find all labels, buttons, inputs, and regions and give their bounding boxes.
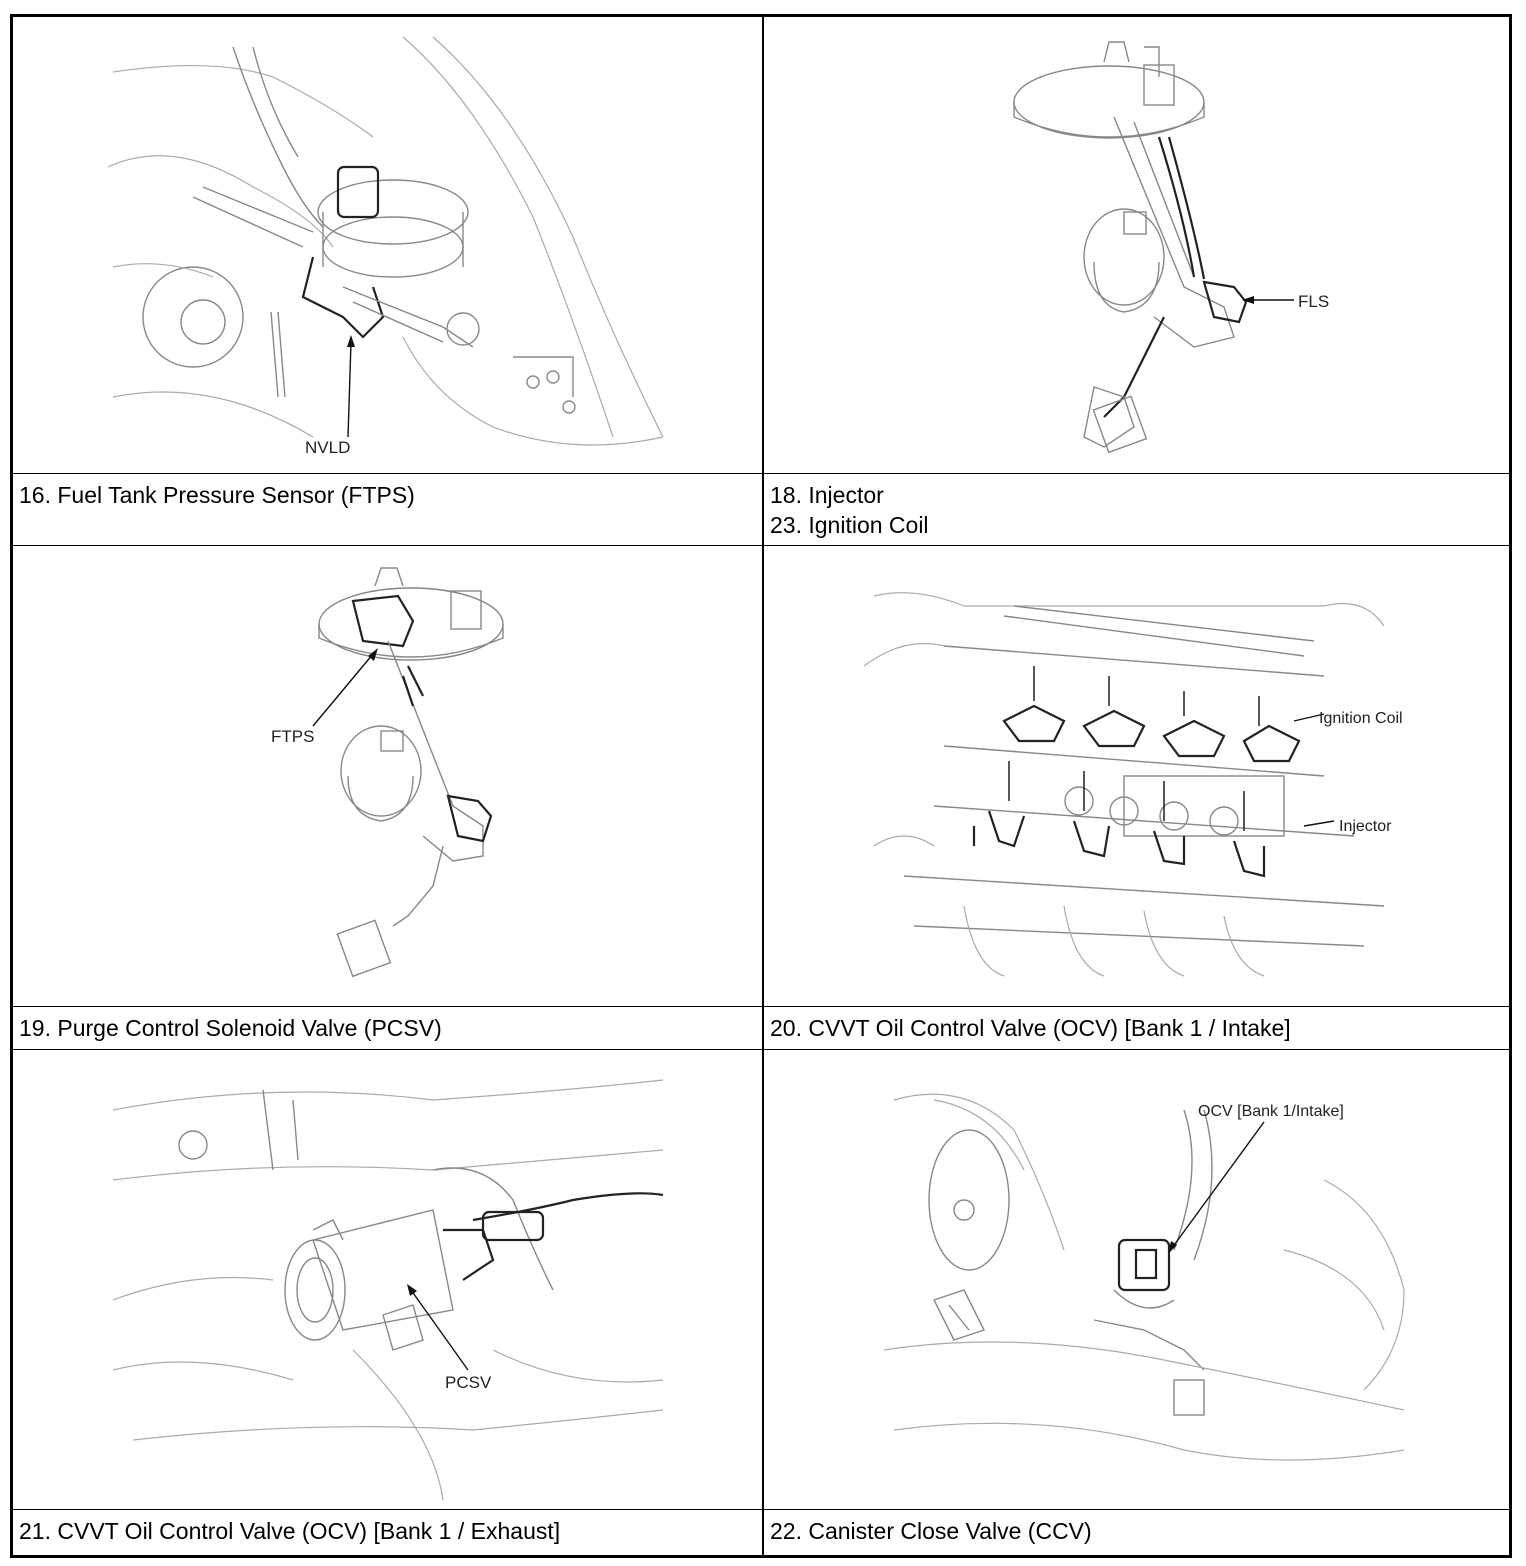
caption-cell — [764, 480, 1512, 544]
caption-ftps: 16. Fuel Tank Pressure Sensor (FTPS) — [19, 482, 415, 508]
pcsv-illustration — [13, 1050, 762, 1509]
caption-cell — [764, 1013, 1512, 1049]
ignition-coil-callout: Ignition Coil — [1319, 710, 1403, 727]
ignition-coil-injector-illustration — [764, 546, 1512, 1006]
caption-pcsv: 19. Purge Control Solenoid Valve (PCSV) — [19, 1015, 442, 1041]
fls-illustration — [764, 17, 1512, 473]
caption-cell — [13, 480, 762, 544]
injector-callout: Injector — [1339, 818, 1392, 835]
caption-ccv: 22. Canister Close Valve (CCV) — [770, 1518, 1092, 1544]
caption-cell — [13, 1013, 762, 1049]
pcsv-callout: PCSV — [445, 1373, 492, 1392]
fls-callout: FLS — [1298, 292, 1330, 311]
nvld-callout: NVLD — [305, 438, 351, 457]
ftps-callout: FTPS — [271, 727, 315, 746]
row-divider — [13, 473, 1509, 474]
ftps-illustration — [13, 546, 762, 1006]
caption-ocv-intake: 20. CVVT Oil Control Valve (OCV) [Bank 1 / Intake] — [770, 1015, 1291, 1041]
ocv-intake-illustration — [764, 1050, 1512, 1509]
caption-injector: 18. Injector — [770, 482, 884, 508]
caption-ignition-coil: 23. Ignition Coil — [770, 512, 929, 538]
row-divider — [13, 1509, 1509, 1510]
nvld-illustration — [13, 17, 762, 473]
caption-cell — [13, 1516, 762, 1554]
caption-cell — [764, 1516, 1512, 1554]
ocv-intake-callout: OCV [Bank 1/Intake] — [1198, 1103, 1344, 1120]
row-divider — [13, 1006, 1509, 1007]
caption-ocv-exhaust: 21. CVVT Oil Control Valve (OCV) [Bank 1 / Exhaust] — [19, 1518, 561, 1544]
component-location-table — [10, 14, 1512, 1558]
